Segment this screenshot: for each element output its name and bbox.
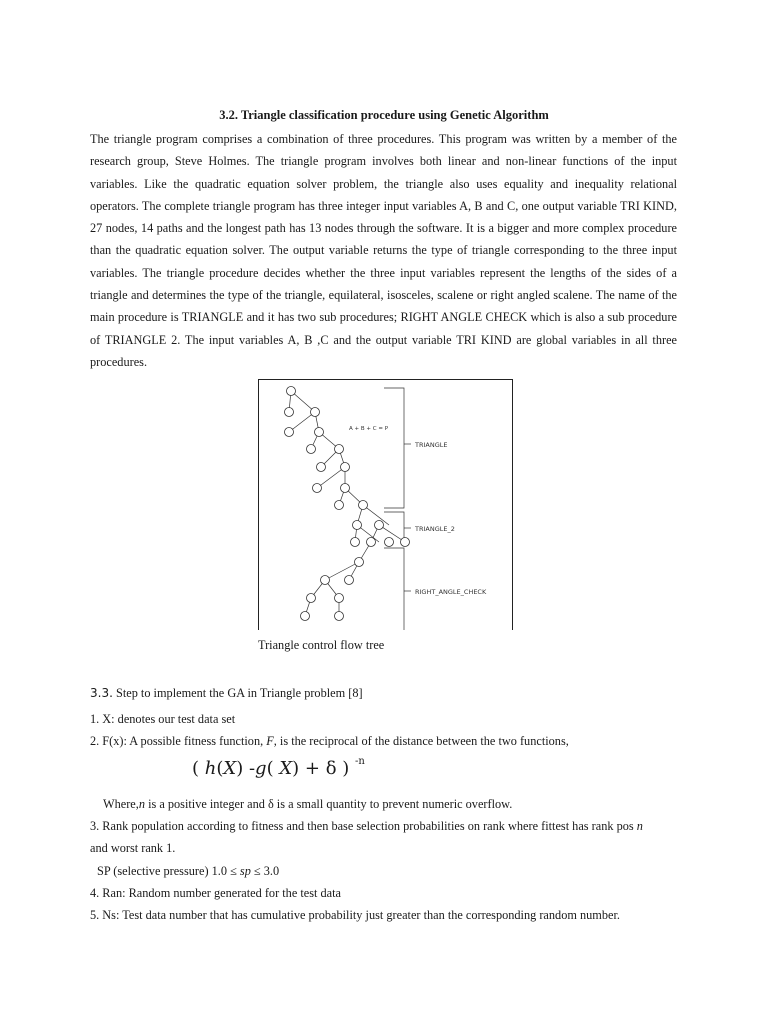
bracket-triangle [384,388,404,508]
figure-caption: Triangle control flow tree [258,638,385,652]
tree-node [335,594,344,603]
tree-node [401,538,410,547]
label-triangle2: TRIANGLE_2 [415,525,455,533]
tree-node [353,521,362,530]
tree-node [287,387,296,396]
tree-node [321,576,330,585]
tree-node [307,445,316,454]
control-flow-figure [258,379,513,630]
tree-node [311,408,320,417]
section-number: 3.3. [90,686,113,700]
label-triangle: TRIANGLE [415,441,448,449]
tree-node [313,484,322,493]
section-3-3-heading [90,686,363,701]
fitness-formula: ( h(X) -g( X) + δ ) $^{-n}$ [192,756,365,779]
step-2: 2. F(x): A possible fitness function, F, is the reciprocal of the distance between the two functions, [90,734,569,748]
tree-node [317,463,326,472]
step-5: 5. Ns: Test data number that has cumulative probability just greater than the corresponding random number. [90,908,620,922]
tree-node [285,408,294,417]
tree-node [315,428,324,437]
tree-node [351,538,360,547]
control-flow-tree [259,380,512,630]
tree-node [355,558,364,567]
condition-label: A + B + C = P [349,426,389,432]
tree-node [385,538,394,547]
tree-node [341,484,350,493]
tree-node [335,612,344,621]
section-heading: 3.2. Triangle classification procedure using Genetic Algorithm [219,108,549,122]
tree-node [345,576,354,585]
body-paragraph: The triangle program comprises a combination of three procedures. This program was written by a member of the research group, Steve Holmes. The triangle program involves both linear and non-linear functions of the input variables. Like the quadratic equation solver problem, the triangle also uses equality and inequality relational operators. The complete triangle program has three integer input variables A, B and C, one output variable TRI KIND, 27 nodes, 14 paths and the longest path has 13 nodes through the software. It is a bigger and more complex procedure than the quadratic equation solver. The output variable returns the type of triangle corresponding to the three input variables. The triangle procedure decides whether the three input variables represent the lengths of the sides of a triangle and determines the type of the triangle, equilateral, isosceles, scalene or right angled scalene. The name of the main procedure is TRIANGLE and it has two sub procedures; RIGHT ANGLE CHECK which is also a sub procedure of TRIANGLE 2. The input variables A, B ,C and the output variable TRI KIND are global variables in all three procedures. [90,132,677,369]
tree-node [335,445,344,454]
bracket-right-angle [384,548,404,630]
tree-node [359,501,368,510]
tree-node [335,501,344,510]
step-3: 3. Rank population according to fitness and then base selection probabilities on rank where fittest has rank pos n [90,819,643,833]
selective-pressure-line: SP (selective pressure) 1.0 ≤ sp ≤ 3.0 [97,864,280,878]
tree-node [341,463,350,472]
tree-edge [289,412,315,432]
where-line: Where,n is a positive integer and δ is a small quantity to prevent numeric overflow. [103,797,513,811]
step-1: 1. X: denotes our test data set [90,712,236,726]
tree-node [285,428,294,437]
label-right-angle-check: RIGHT_ANGLE_CHECK [415,588,487,596]
step-4: 4. Ran: Random number generated for the test data [90,886,341,900]
tree-node [301,612,310,621]
section-title: Step to implement the GA in Triangle problem [8] [115,686,363,700]
tree-node [307,594,316,603]
step-3-cont: and worst rank 1. [90,841,176,855]
tree-node [375,521,384,530]
tree-node [367,538,376,547]
